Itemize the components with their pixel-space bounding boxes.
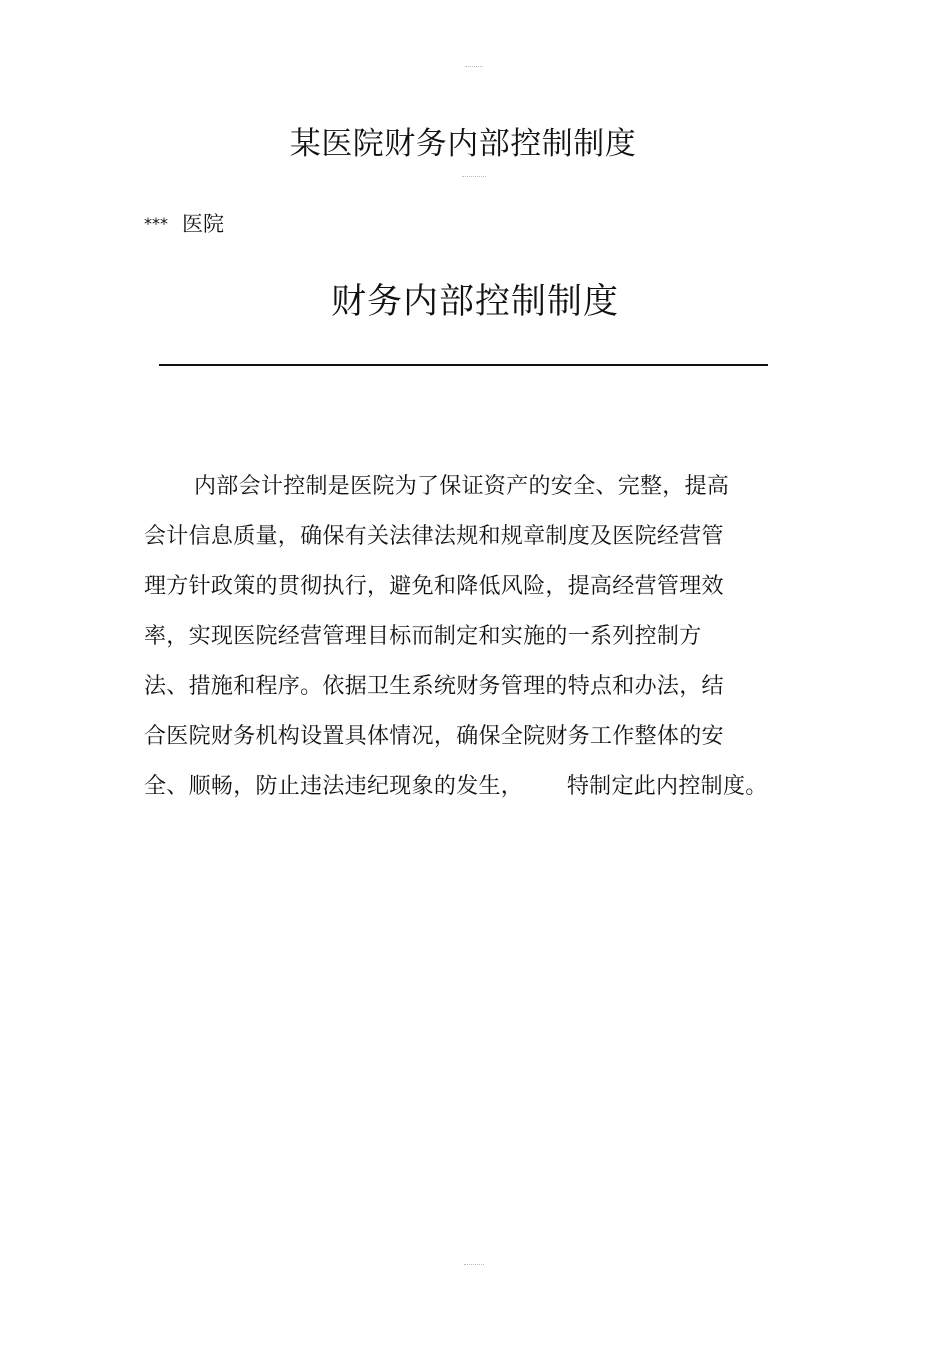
body-line: 理方针政策的贯彻执行，避免和降低风险，提高经营管理效 xyxy=(144,574,724,599)
heading-divider xyxy=(159,364,768,366)
header-dotted-mark xyxy=(465,66,483,68)
body-line: 率，实现医院经营管理目标而制定和实施的一系列控制方 xyxy=(144,624,702,649)
body-line: 合医院财务机构设置具体情况，确保全院财务工作整体的安 xyxy=(144,724,724,749)
body-line: 会计信息质量，确保有关法律法规和规章制度及医院经营管 xyxy=(144,524,724,549)
body-line: 内部会计控制是医院为了保证资产的安全、完整，提高 xyxy=(194,474,730,499)
organization-prefix: *** xyxy=(144,214,168,233)
footer-dotted-mark xyxy=(464,1264,484,1266)
main-heading: 财务内部控制制度 xyxy=(330,282,619,322)
body-line: 法、措施和程序。依据卫生系统财务管理的特点和办法，结 xyxy=(144,674,724,699)
organization-line xyxy=(144,209,224,239)
body-line: 全、顺畅，防止违法违纪现象的发生， 特制定此内控制度。 xyxy=(144,774,768,799)
body-paragraph xyxy=(144,462,784,812)
title-dotted-mark xyxy=(462,176,486,178)
document-title: 某医院财务内部控制制度 xyxy=(289,126,637,162)
organization-name: 医院 xyxy=(182,212,224,236)
